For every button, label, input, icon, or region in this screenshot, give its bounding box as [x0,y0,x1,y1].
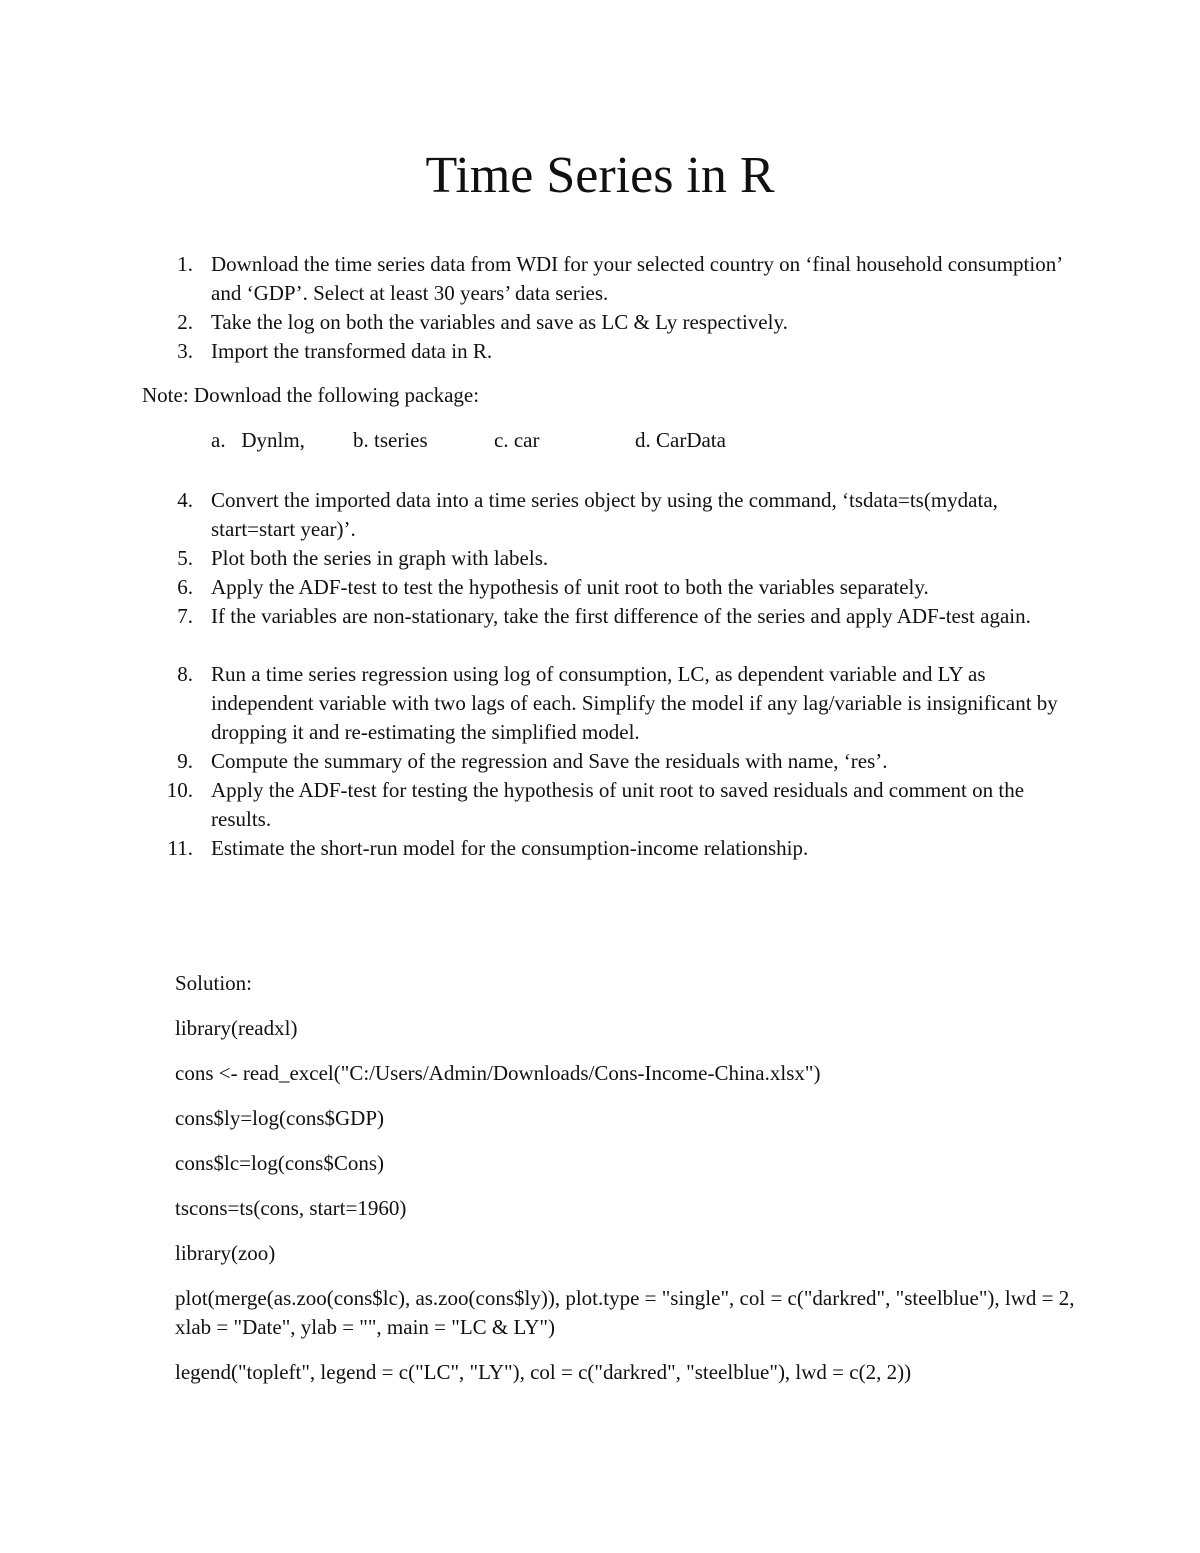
package-note: Note: Download the following package: [142,383,480,407]
item-text: Download the time series data from WDI for your selected country on ‘final household consumption’ and ‘GDP’. Select at least 30 years’ data series. [211,252,1062,305]
item-number: 3. [177,339,193,363]
item-text: Compute the summary of the regression and Save the residuals with name, ‘res’. [211,749,888,773]
item-number: 9. [177,749,193,773]
item-text: Estimate the short-run model for the consumption-income relationship. [211,836,809,860]
code-line: cons$lc=log(cons$Cons) [175,1151,384,1175]
code-line: library(readxl) [175,1016,298,1040]
item-number: 7. [177,604,193,628]
item-text: Take the log on both the variables and save as LC & Ly respectively. [211,310,788,334]
package-item: d. CarData [635,428,726,452]
code-line: cons <- read_excel("C:/Users/Admin/Downloads/Cons-Income-China.xlsx") [175,1061,821,1085]
code-line: plot(merge(as.zoo(cons$lc), as.zoo(cons$ly)), plot.type = "single", col = c("darkred", "steelblue"), lwd = 2, xlab = "Date", ylab = "", main = "LC & LY") [175,1286,1075,1339]
code-line: library(zoo) [175,1241,276,1265]
package-item: b. tseries [353,428,428,452]
item-text: Plot both the series in graph with labels. [211,546,549,570]
item-text: If the variables are non-stationary, take the first difference of the series and apply ADF-test again. [211,604,1031,628]
item-number: 1. [177,252,193,276]
item-text: Apply the ADF-test to test the hypothesis of unit root to both the variables separately. [211,575,929,599]
item-number: 2. [177,310,193,334]
code-line: legend("topleft", legend = c("LC", "LY"), col = c("darkred", "steelblue"), lwd = c(2, 2)) [175,1360,912,1384]
package-item: c. car [494,428,540,452]
item-number: 8. [177,662,193,686]
item-text: Apply the ADF-test for testing the hypothesis of unit root to saved residuals and comment on the results. [211,778,1025,831]
item-number: 5. [177,546,193,570]
item-text: Convert the imported data into a time series object by using the command, ‘tsdata=ts(mydata, start=start year)’. [211,488,998,541]
package-list [0,426,1200,456]
item-number: 10. [166,778,193,802]
code-line: cons$ly=log(cons$GDP) [175,1106,384,1130]
package-item: a. Dynlm, [211,428,305,452]
item-text: Run a time series regression using log of consumption, LC, as dependent variable and LY as independent variable with two lags of each. Simplify the model if any lag/variable is insignificant by dropping it and re-estimating the simplified model. [211,662,1058,744]
code-line: tscons=ts(cons, start=1960) [175,1196,407,1220]
item-text: Import the transformed data in R. [211,339,493,363]
item-number: 11. [167,836,193,860]
item-number: 4. [177,488,193,512]
item-number: 6. [177,575,193,599]
solution-label: Solution: [175,971,253,995]
page-title: Time Series in R [425,147,775,204]
